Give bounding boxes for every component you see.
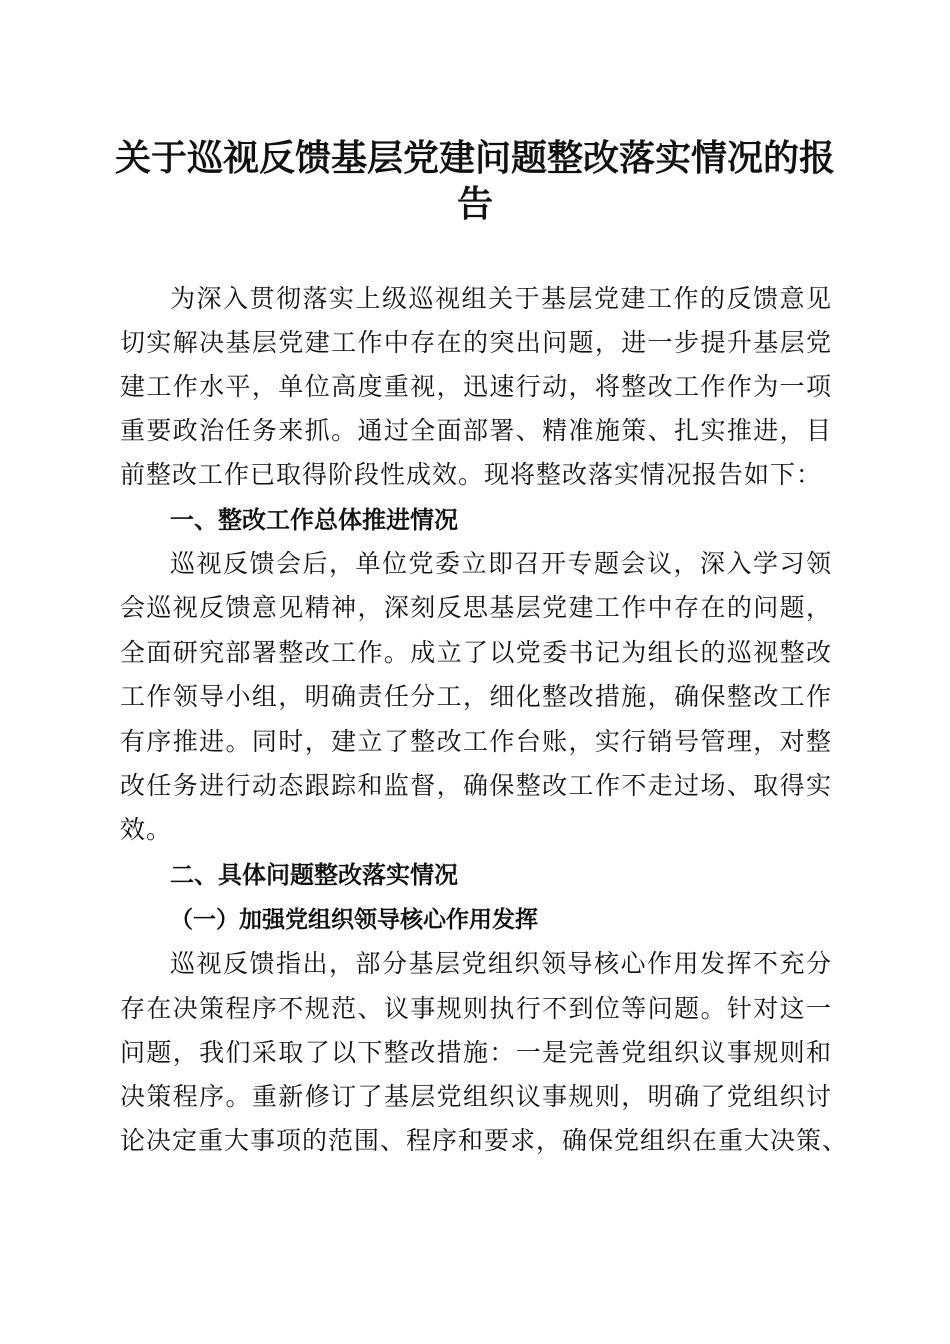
intro-line: 前整改工作已取得阶段性成效。现将整改落实情况报告如下：: [120, 460, 823, 489]
intro-line: 为深入贯彻落实上级巡视组关于基层党建工作的反馈意见: [170, 284, 832, 313]
intro-line: 切实解决基层党建工作中存在的突出问题，进一步提升基层党: [120, 328, 832, 357]
subsection-1-line: 论决定重大事项的范围、程序和要求，确保党组织在重大决策、: [120, 1126, 849, 1155]
subsection-1-line: 问题，我们采取了以下整改措施：一是完善党组织议事规则和: [120, 1038, 832, 1067]
section-1-line: 全面研究部署整改工作。成立了以党委书记为组长的巡视整改: [120, 638, 832, 667]
intro-line: 重要政治任务来抓。通过全面部署、精准施策、扎实推进，目: [120, 416, 832, 445]
section-2-heading: 二、具体问题整改落实情况: [170, 861, 458, 889]
section-1-line: 改任务进行动态跟踪和监督，确保整改工作不走过场、取得实: [120, 771, 832, 800]
document-title-line-2: 告: [456, 183, 493, 225]
section-1-line: 工作领导小组，明确责任分工，细化整改措施，确保整改工作: [120, 682, 832, 711]
subsection-1-heading: （一）加强党组织领导核心作用发挥: [170, 906, 538, 933]
section-1-line: 有序推进。同时，建立了整改工作台账，实行销号管理，对整: [120, 727, 832, 756]
subsection-1-line: 决策程序。重新修订了基层党组织议事规则，明确了党组织讨: [120, 1082, 832, 1111]
intro-line: 建工作水平，单位高度重视，迅速行动，将整改工作作为一项: [120, 372, 832, 401]
subsection-1-line: 存在决策程序不规范、议事规则执行不到位等问题。针对这一: [120, 994, 832, 1023]
section-1-line: 效。: [120, 815, 173, 844]
section-1-heading: 一、整改工作总体推进情况: [170, 506, 458, 534]
subsection-1-line: 巡视反馈指出，部分基层党组织领导核心作用发挥不充分: [170, 949, 832, 978]
section-1-line: 巡视反馈会后，单位党委立即召开专题会议，深入学习领: [170, 549, 832, 578]
section-1-line: 会巡视反馈意见精神，深刻反思基层党建工作中存在的问题，: [120, 593, 832, 622]
document-title-line-1: 关于巡视反馈基层党建问题整改落实情况的报: [114, 137, 835, 179]
